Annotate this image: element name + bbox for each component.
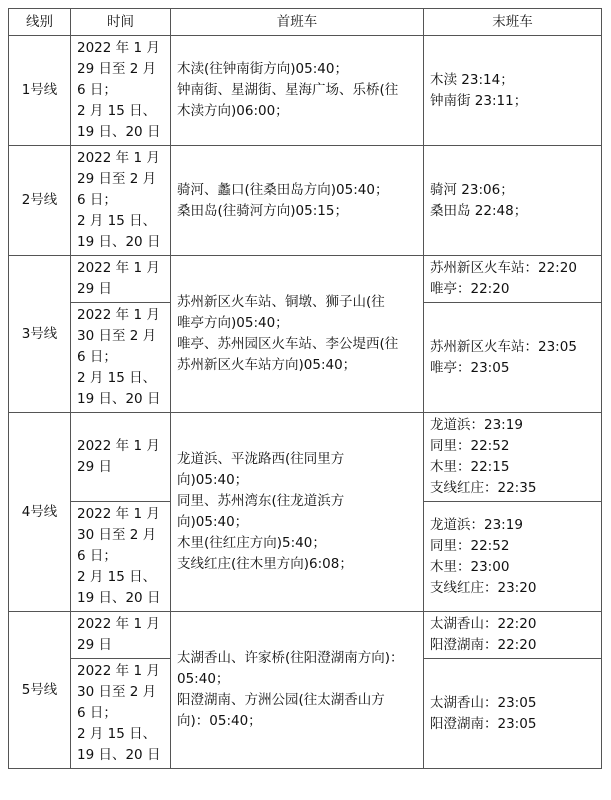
line-name: 1号线 [9,36,71,146]
time-cell: 2022 年 1 月 29 日 [71,413,171,502]
table-row [9,256,602,303]
time-cell: 2022 年 1 月 29 日至 2 月 6 日； 2 月 15 日、 19 日、20 日 [71,36,171,146]
table-row [9,413,602,502]
last-train-cell: 龙道浜：23:19 同里：22:52 木里：23:00 支线红庄：23:20 [424,502,602,612]
header-last-train: 末班车 [424,9,602,36]
last-train-cell: 龙道浜：23:19 同里：22:52 木里：22:15 支线红庄：22:35 [424,413,602,502]
time-cell: 2022 年 1 月 29 日至 2 月 6 日； 2 月 15 日、 19 日、20 日 [71,146,171,256]
first-train-cell: 骑河、蠡口(往桑田岛方向)05:40； 桑田岛(往骑河方向)05:15； [171,146,424,256]
last-train-cell: 太湖香山：23:05 阳澄湖南：23:05 [424,659,602,769]
line-name: 2号线 [9,146,71,256]
line-name: 5号线 [9,612,71,769]
last-train-cell: 太湖香山：22:20 阳澄湖南：22:20 [424,612,602,659]
table-row [9,36,602,146]
header-row [9,9,602,36]
first-train-cell: 太湖香山、许家桥(往阳澄湖南方向)： 05:40； 阳澄湖南、方洲公园(往太湖香山方 向)：05:40； [171,612,424,769]
time-cell: 2022 年 1 月 30 日至 2 月 6 日； 2 月 15 日、 19 日、20 日 [71,502,171,612]
first-train-cell: 苏州新区火车站、铜墩、狮子山(往 唯亭方向)05:40； 唯亭、苏州园区火车站、李公堤西(往 苏州新区火车站方向)05:40； [171,256,424,413]
last-train-cell: 苏州新区火车站：23:05 唯亭：23:05 [424,303,602,413]
header-first-train: 首班车 [171,9,424,36]
time-cell: 2022 年 1 月 30 日至 2 月 6 日； 2 月 15 日、 19 日、20 日 [71,659,171,769]
time-cell: 2022 年 1 月 29 日 [71,256,171,303]
last-train-cell: 苏州新区火车站：22:20 唯亭：22:20 [424,256,602,303]
line-name: 3号线 [9,256,71,413]
header-time: 时间 [71,9,171,36]
header-line: 线别 [9,9,71,36]
first-train-cell: 木渎(往钟南街方向)05:40； 钟南街、星湖街、星海广场、乐桥(往 木渎方向)06:00； [171,36,424,146]
table-row [9,612,602,659]
last-train-cell: 骑河 23:06； 桑田岛 22:48； [424,146,602,256]
time-cell: 2022 年 1 月 30 日至 2 月 6 日； 2 月 15 日、 19 日、20 日 [71,303,171,413]
time-cell: 2022 年 1 月 29 日 [71,612,171,659]
table-row [9,146,602,256]
first-train-cell: 龙道浜、平泷路西(往同里方 向)05:40； 同里、苏州湾东(往龙道浜方 向)05:40； 木里(往红庄方向)5:40； 支线红庄(往木里方向)6:08； [171,413,424,612]
line-name: 4号线 [9,413,71,612]
last-train-cell: 木渎 23:14； 钟南街 23:11； [424,36,602,146]
schedule-table [8,8,602,769]
